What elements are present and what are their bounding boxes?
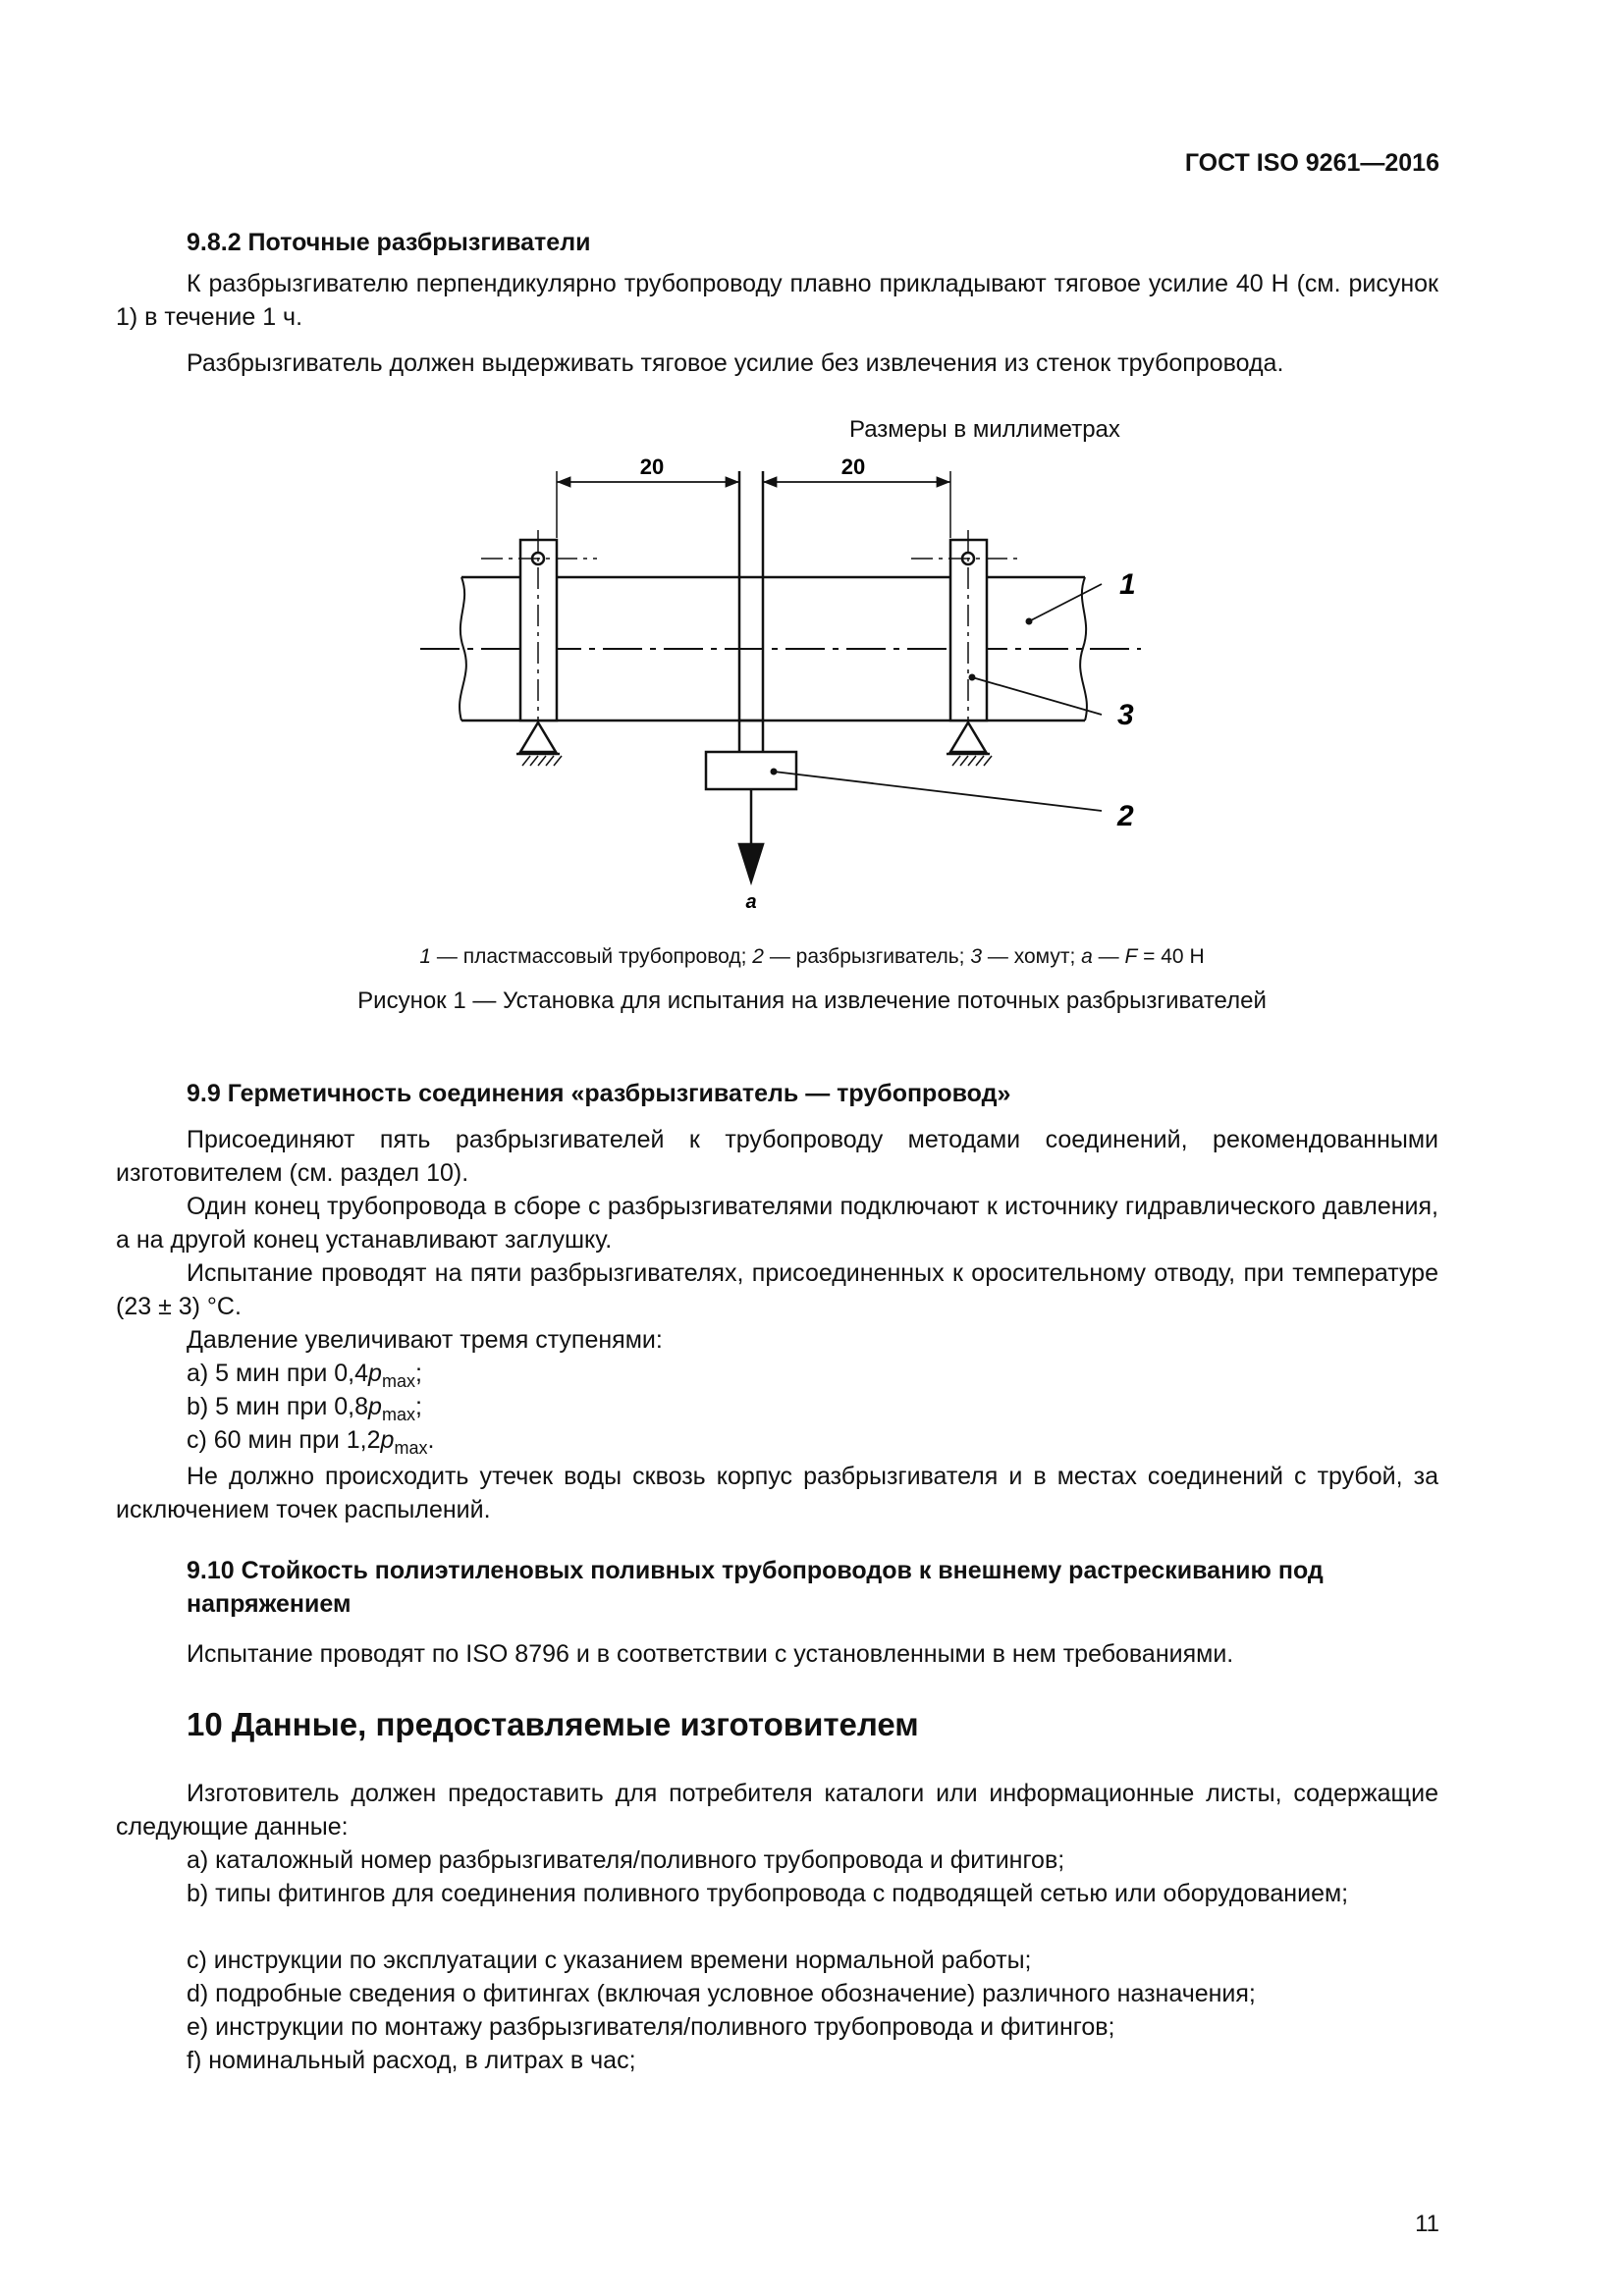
- list-item: [187, 1357, 422, 1390]
- support-left: [516, 722, 562, 766]
- key-2-number: 2: [752, 945, 764, 968]
- support-right: [947, 722, 992, 766]
- leader-1: [1029, 584, 1102, 621]
- punctuation: ;: [414, 1360, 422, 1387]
- list-item-text: a) 5 мин при 0,4: [187, 1360, 369, 1387]
- standard-code: ГОСТ ISO 9261—2016: [1184, 149, 1439, 177]
- list-item-text: b) 5 мин при 0,8: [187, 1393, 369, 1420]
- variable-p: p: [380, 1426, 395, 1454]
- paragraph: Испытание проводят по ISO 8796 и в соответствии с установленными в нем требованиями.: [187, 1640, 1234, 1668]
- callout-1: 1: [1119, 568, 1136, 601]
- variable-p: p: [368, 1393, 382, 1420]
- force-arrow: [739, 844, 763, 881]
- heading-9-8-2: 9.8.2 Поточные разбрызгиватели: [187, 229, 591, 256]
- list-item: c) инструкции по эксплуатации с указанием времени нормальной работы;: [187, 1947, 1032, 1974]
- list-item: b) типы фитингов для соединения поливного трубопровода с подводящей сетью или оборудованием;: [187, 1880, 1349, 1907]
- sprinkler: [706, 471, 796, 789]
- list-item: [187, 1390, 422, 1423]
- list-item: e) инструкции по монтажу разбрызгивателя/поливного трубопровода и фитингов;: [187, 2013, 1115, 2041]
- variable-p: p: [368, 1360, 382, 1387]
- list-item: [187, 1423, 434, 1457]
- figure-1-diagram: [0, 0, 1624, 942]
- callout-2: 2: [1117, 800, 1134, 832]
- paragraph: Не должно происходить утечек воды сквозь корпус разбрызгивателя и в местах соединений с трубой, за исключением точек распылений.: [116, 1463, 1438, 1523]
- paragraph: Изготовитель должен предоставить для потребителя каталоги или информационные листы, содержащие следующие данные:: [116, 1780, 1438, 1841]
- key-1-text: — пластмассовый трубопровод;: [431, 945, 753, 968]
- paragraph: Разбрызгиватель должен выдерживать тяговое усилие без извлечения из стенок трубопровода.: [187, 349, 1284, 377]
- punctuation: .: [427, 1426, 435, 1454]
- callout-a: a: [745, 891, 757, 913]
- key-1-number: 1: [419, 945, 432, 968]
- list-item-text: c) 60 мин при 1,2: [187, 1426, 381, 1454]
- key-a-letter: a: [1081, 945, 1093, 968]
- figure-caption: Рисунок 1 — Установка для испытания на извлечение поточных разбрызгивателей: [357, 988, 1267, 1014]
- key-2-text: — разбрызгиватель;: [763, 945, 971, 968]
- list-item: d) подробные сведения о фитингах (включая условное обозначение) различного назначения;: [187, 1980, 1256, 2007]
- key-a-variable: F: [1124, 945, 1138, 968]
- heading-section-10: 10 Данные, предоставляемые изготовителем: [187, 1706, 919, 1742]
- list-item: f) номинальный расход, в литрах в час;: [187, 2047, 636, 2074]
- heading-9-10: 9.10 Стойкость полиэтиленовых поливных трубопроводов к внешнему растрескиванию под напряжением: [187, 1557, 1324, 1618]
- paragraph: Присоединяют пять разбрызгивателей к трубопроводу методами соединений, рекомендованными изготовителем (см. раздел 10).: [116, 1126, 1438, 1187]
- paragraph: Испытание проводят на пяти разбрызгивателях, присоединенных к оросительному отводу, при температуре (23 ± 3) °С.: [116, 1259, 1438, 1320]
- key-a-dash: —: [1092, 945, 1125, 968]
- list-item: a) каталожный номер разбрызгивателя/поливного трубопровода и фитингов;: [187, 1846, 1065, 1874]
- clamp-right: [911, 530, 1021, 721]
- leader-2: [774, 772, 1102, 811]
- clamp-left: [481, 530, 597, 721]
- subscript-max: max: [381, 1371, 415, 1391]
- page-number: 11: [1415, 2211, 1439, 2237]
- key-3-number: 3: [970, 945, 983, 968]
- key-a-value: = 40 Н: [1137, 945, 1205, 968]
- punctuation: ;: [414, 1393, 422, 1420]
- dimension-label-left: 20: [639, 454, 665, 479]
- callout-3: 3: [1117, 699, 1134, 731]
- subscript-max: max: [381, 1405, 415, 1424]
- paragraph: К разбрызгивателю перпендикулярно трубопроводу плавно прикладывают тяговое усилие 40 Н (см. рисунок 1) в течение 1 ч.: [116, 270, 1438, 331]
- dimensions-note: Размеры в миллиметрах: [849, 416, 1120, 443]
- paragraph: Давление увеличивают тремя ступенями:: [187, 1326, 663, 1354]
- heading-9-9: 9.9 Герметичность соединения «разбрызгиватель — трубопровод»: [187, 1080, 1011, 1107]
- dimension-label-right: 20: [840, 454, 866, 479]
- figure-key: [0, 945, 1624, 969]
- paragraph: Один конец трубопровода в сборе с разбрызгивателями подключают к источнику гидравлического давления, а на другой конец устанавливают заглушку.: [116, 1193, 1438, 1254]
- subscript-max: max: [394, 1438, 428, 1458]
- key-3-text: — хомут;: [982, 945, 1082, 968]
